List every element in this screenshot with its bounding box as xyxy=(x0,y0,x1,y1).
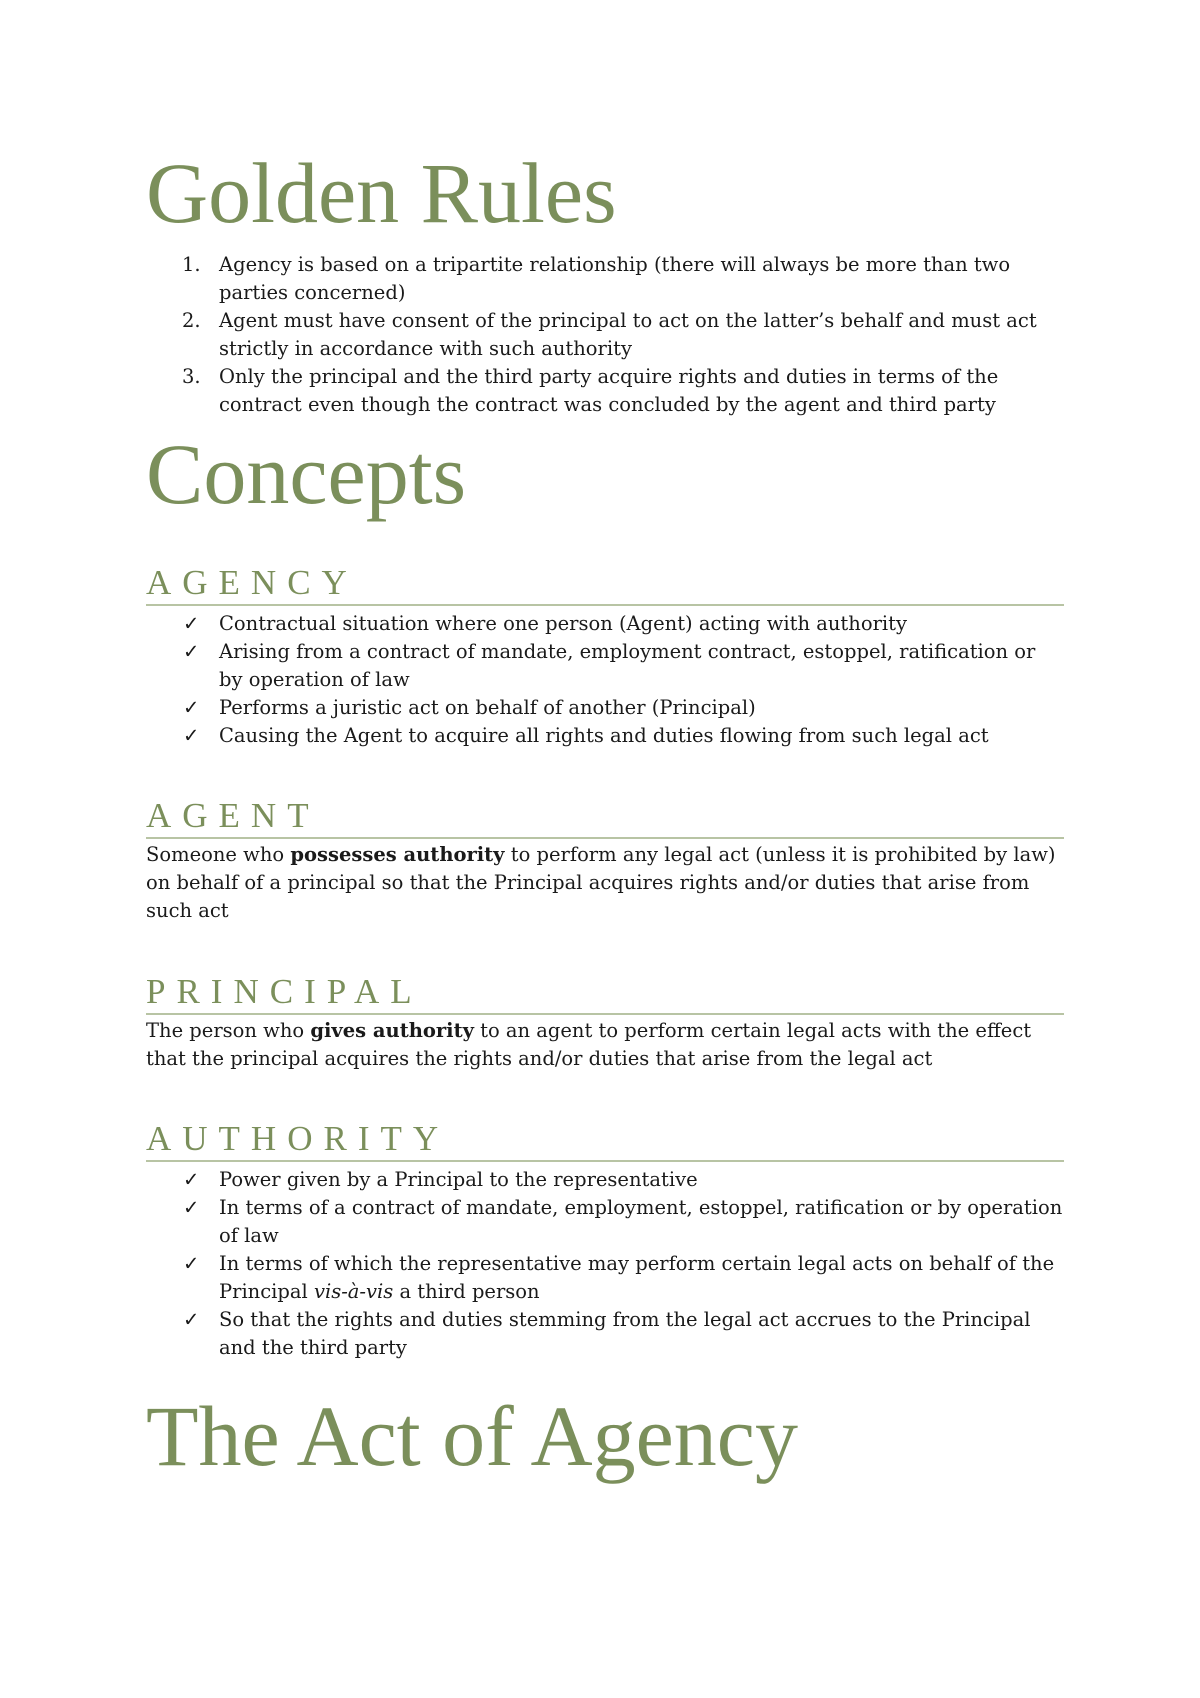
definition-bold-text: gives authority xyxy=(310,1019,474,1042)
checkmark-icon: ✓ xyxy=(183,1196,200,1219)
list-number: 3. xyxy=(182,365,201,388)
authority-list xyxy=(146,1166,1064,1362)
principal-definition xyxy=(146,1017,1064,1073)
list-item xyxy=(146,1306,1064,1362)
list-item-text: In terms of a contract of mandate, employment, estoppel, ratification or by operation of law xyxy=(219,1196,1063,1247)
list-item-text: Causing the Agent to acquire all rights and duties flowing from such legal act xyxy=(219,724,989,747)
list-item xyxy=(146,722,1064,750)
agency-heading: AGENCY xyxy=(146,565,1064,606)
list-item-text: So that the rights and duties stemming from the legal act accrues to the Principal and the third party xyxy=(219,1308,1031,1359)
principal-section xyxy=(146,974,1064,1073)
list-item-text: Agency is based on a tripartite relationship (there will always be more than two parties concerned) xyxy=(219,253,1011,304)
list-item-text: Arising from a contract of mandate, employment contract, estoppel, ratification or by operation of law xyxy=(219,640,1036,691)
list-item xyxy=(146,363,1064,419)
definition-text: to perform any legal act (unless it is prohibited by law) on behalf of a principal so that the Principal acquires rights and/or duties that arise from such act xyxy=(146,843,1056,922)
checkmark-icon: ✓ xyxy=(183,640,200,663)
list-item xyxy=(146,251,1064,307)
list-item-text: Agent must have consent of the principal to act on the latter’s behalf and must act strictly in accordance with such authority xyxy=(219,309,1037,360)
concepts-section xyxy=(146,426,1064,522)
golden-rules-list xyxy=(146,251,1064,419)
authority-section xyxy=(146,1121,1064,1362)
concepts-title: Concepts xyxy=(146,426,467,522)
list-item xyxy=(146,1166,1064,1194)
list-item-text: Only the principal and the third party acquire rights and duties in terms of the contract even though the contract was concluded by the agent and third party xyxy=(219,365,999,416)
list-item xyxy=(146,610,1064,638)
act-of-agency-title: The Act of Agency xyxy=(146,1388,798,1484)
list-item-text: In terms of which the representative may perform certain legal acts on behalf of the Principal xyxy=(219,1252,1055,1303)
agency-section xyxy=(146,565,1064,750)
checkmark-icon: ✓ xyxy=(183,696,200,719)
authority-heading: AUTHORITY xyxy=(146,1121,1064,1162)
checkmark-icon: ✓ xyxy=(183,724,200,747)
principal-heading: PRINCIPAL xyxy=(146,974,1064,1015)
golden-rules-title: Golden Rules xyxy=(146,145,617,241)
agent-heading: AGENT xyxy=(146,798,1064,839)
checkmark-icon: ✓ xyxy=(183,1308,200,1331)
list-item xyxy=(146,1194,1064,1250)
list-item-text: Performs a juristic act on behalf of another (Principal) xyxy=(219,696,756,719)
checkmark-icon: ✓ xyxy=(183,1168,200,1191)
act-of-agency-section xyxy=(146,1388,1064,1484)
definition-text: The person who xyxy=(146,1019,311,1042)
list-number: 2. xyxy=(182,309,201,332)
list-item-text: a third person xyxy=(393,1280,540,1303)
definition-text: to an agent to perform certain legal acts with the effect that the principal acquires the rights and/or duties that arise from the legal act xyxy=(146,1019,1032,1070)
golden-rules-section xyxy=(146,145,1064,419)
list-item-italic-text: vis-à-vis xyxy=(313,1280,394,1303)
agent-section xyxy=(146,798,1064,925)
list-item-text: Power given by a Principal to the representative xyxy=(219,1168,698,1191)
list-item xyxy=(146,1250,1064,1306)
agent-definition xyxy=(146,841,1064,925)
agency-list xyxy=(146,610,1064,750)
checkmark-icon: ✓ xyxy=(183,1252,200,1275)
list-item xyxy=(146,694,1064,722)
list-number: 1. xyxy=(182,253,201,276)
definition-bold-text: possesses authority xyxy=(290,843,505,866)
definition-text: Someone who xyxy=(146,843,291,866)
list-item xyxy=(146,307,1064,363)
list-item-text: Contractual situation where one person (Agent) acting with authority xyxy=(219,612,907,635)
checkmark-icon: ✓ xyxy=(183,612,200,635)
list-item xyxy=(146,638,1064,694)
